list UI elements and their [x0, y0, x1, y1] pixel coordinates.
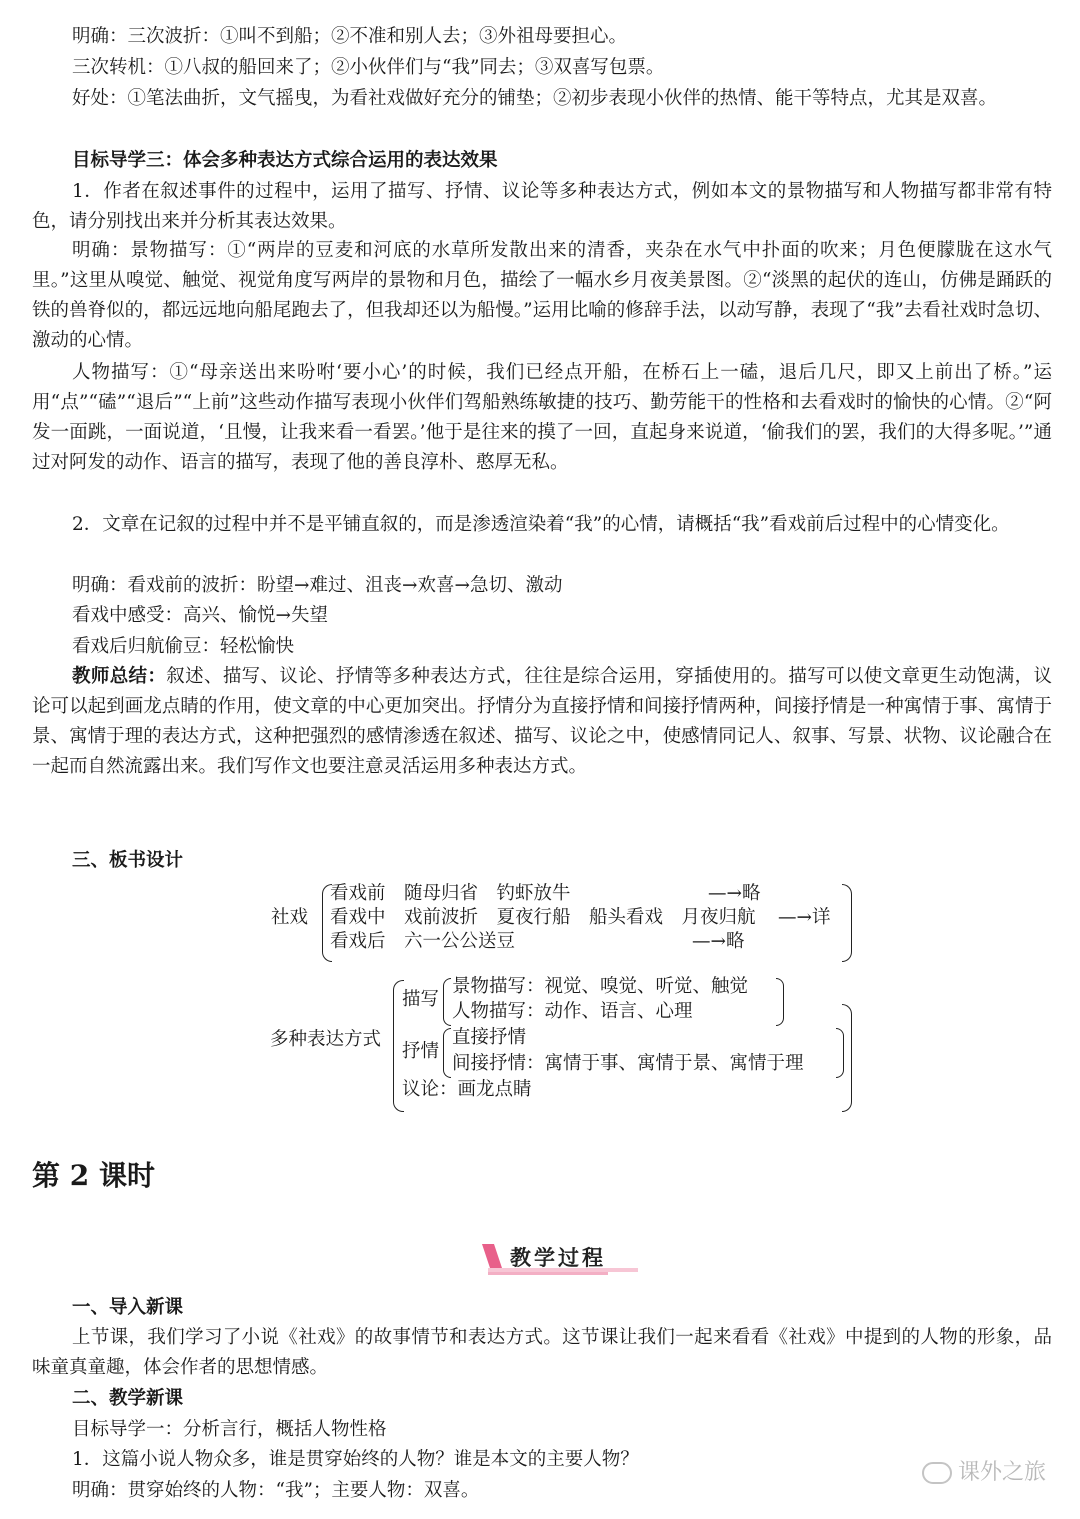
text-line: 1．这篇小说人物众多，谁是贯穿始终的人物？谁是本文的主要人物？ [72, 1449, 639, 1470]
section-heading: 一、导入新课 [72, 1297, 184, 1318]
watermark-text: 课外之旅 [957, 1460, 1046, 1485]
board-root-expression: 多种表达方式 [270, 1029, 382, 1050]
summary-label: 教师总结： [72, 666, 167, 687]
board-item: 间接抒情：寓情于事、寓情于景、寓情于理 [452, 1053, 804, 1074]
text-line: 明确：贯穿始终的人物：“我”；主要人物：双喜。 [72, 1480, 480, 1501]
board-row-end: —→略 [708, 883, 761, 904]
board-item: 人物描写：动作、语言、心理 [452, 1001, 693, 1022]
board-item: 直接抒情 [452, 1027, 527, 1048]
text-paragraph: 1．作者在叙述事件的过程中，运用了描写、抒情、议论等多种表达方式，例如本文的景物描写和人物描写都非常有特色，请分别找出来并分析其表达效果。 [32, 181, 1052, 232]
board-group: 议论：画龙点睛 [402, 1079, 532, 1100]
text-line: 明确：看戏前的波折：盼望→难过、沮丧→欢喜→急切、激动 [72, 575, 563, 596]
wechat-icon [922, 1462, 952, 1484]
brace-right [842, 884, 852, 962]
text-line: 看戏中感受：高兴、愉悦→失望 [72, 605, 329, 626]
board-group: 抒情 [402, 1041, 440, 1062]
banner-text: 教学过程 [510, 1246, 606, 1270]
text-line: 目标导学一：分析言行，概括人物性格 [72, 1419, 387, 1440]
brace-right [842, 1004, 852, 1112]
text-paragraph: 人物描写：①“母亲送出来吩咐‘要小心’的时候，我们已经点开船，在桥石上一磕，退后几尺，即又上前出了桥。”运用“点”“磕”“退后”“上前”这些动作描写表现小伙伴们驾船熟练敏捷的技巧、勤劳能干的性格和去看戏时的愉快的心情。②“阿发一面跳，一面说道，‘且慢，让我来看一看罢。’他于是往来的摸了一回，直起身来说道，‘偷我们的罢，我们的大得多呢。’”通过对阿发的动作、语言的描写，表现了他的善良淳朴、憨厚无私。 [32, 362, 1052, 473]
board-row: 看戏中 戏前波折 夏夜行船 船头看戏 月夜归航 [330, 907, 756, 928]
text-line: 明确：三次波折：①叫不到船；②不准和别人去；③外祖母要担心。 [72, 26, 628, 47]
board-root-sheixi: 社戏 [271, 907, 309, 928]
teacher-summary [32, 662, 1052, 782]
brace-right [776, 978, 784, 1026]
section-heading: 二、教学新课 [72, 1388, 184, 1409]
brace-left [443, 1028, 451, 1078]
board-row: 看戏后 六一公公送豆 [330, 931, 516, 952]
text-line: 看戏后归航偷豆：轻松愉快 [72, 636, 295, 657]
text-paragraph: 明确：景物描写：①“两岸的豆麦和河底的水草所发散出来的清香，夹杂在水气中扑面的吹来；月色便朦胧在这水气里。”这里从嗅觉、触觉、视觉角度写两岸的景物和月色，描绘了一幅水乡月夜美景图。②“淡黑的起伏的连山，仿佛是踊跃的铁的兽脊似的，都远远地向船尾跑去了，但我却还以为船慢。”运用比喻的修辞手法，以动写静，表现了“我”去看社戏时急切、激动的心情。 [32, 240, 1052, 351]
teaching-process-banner [480, 1238, 640, 1278]
watermark [922, 1455, 1046, 1486]
text-paragraph: 2．文章在记叙的过程中并不是平铺直叙的，而是渗透渲染着“我”的心情，请概括“我”看戏前后过程中的心情变化。 [72, 514, 1010, 535]
board-row-end: —→详 [778, 907, 831, 928]
summary-text: 叙述、描写、议论、抒情等多种表达方式，往往是综合运用，穿插使用的。描写可以使文章更生动饱满，议论可以起到画龙点睛的作用，使文章的中心更加突出。抒情分为直接抒情和间接抒情两种，间接抒情是一种寓情于事、寓情于景、寓情于理的表达方式，这种把强烈的感情渗透在叙述、描写、议论之中，使感情同记人、叙事、写景、状物、议论融合在一起而自然流露出来。我们写作文也要注意灵活运用多种表达方式。 [32, 666, 1052, 777]
lesson-title: 第 2 课时 [32, 1159, 155, 1192]
board-item: 景物描写：视觉、嗅觉、听觉、触觉 [452, 976, 749, 997]
text-paragraph: 好处：①笔法曲折，文气摇曳，为看社戏做好充分的铺垫；②初步表现小伙伴的热情、能干等特点，尤其是双喜。 [72, 88, 998, 109]
board-heading: 三、板书设计 [72, 850, 184, 871]
board-row-end: —→略 [692, 931, 745, 952]
board-group: 描写 [402, 989, 440, 1010]
brace-left [443, 978, 451, 1026]
text-paragraph: 上节课，我们学习了小说《社戏》的故事情节和表达方式。这节课让我们一起来看看《社戏》中提到的人物的形象，品味童真童趣，体会作者的思想情感。 [32, 1327, 1052, 1378]
section-subheading: 目标导学三：体会多种表达方式综合运用的表达效果 [72, 150, 498, 171]
board-row: 看戏前 随母归省 钓虾放牛 [330, 883, 571, 904]
text-line: 三次转机：①八叔的船回来了；②小伙伴们与“我”同去；③双喜写包票。 [72, 57, 665, 78]
